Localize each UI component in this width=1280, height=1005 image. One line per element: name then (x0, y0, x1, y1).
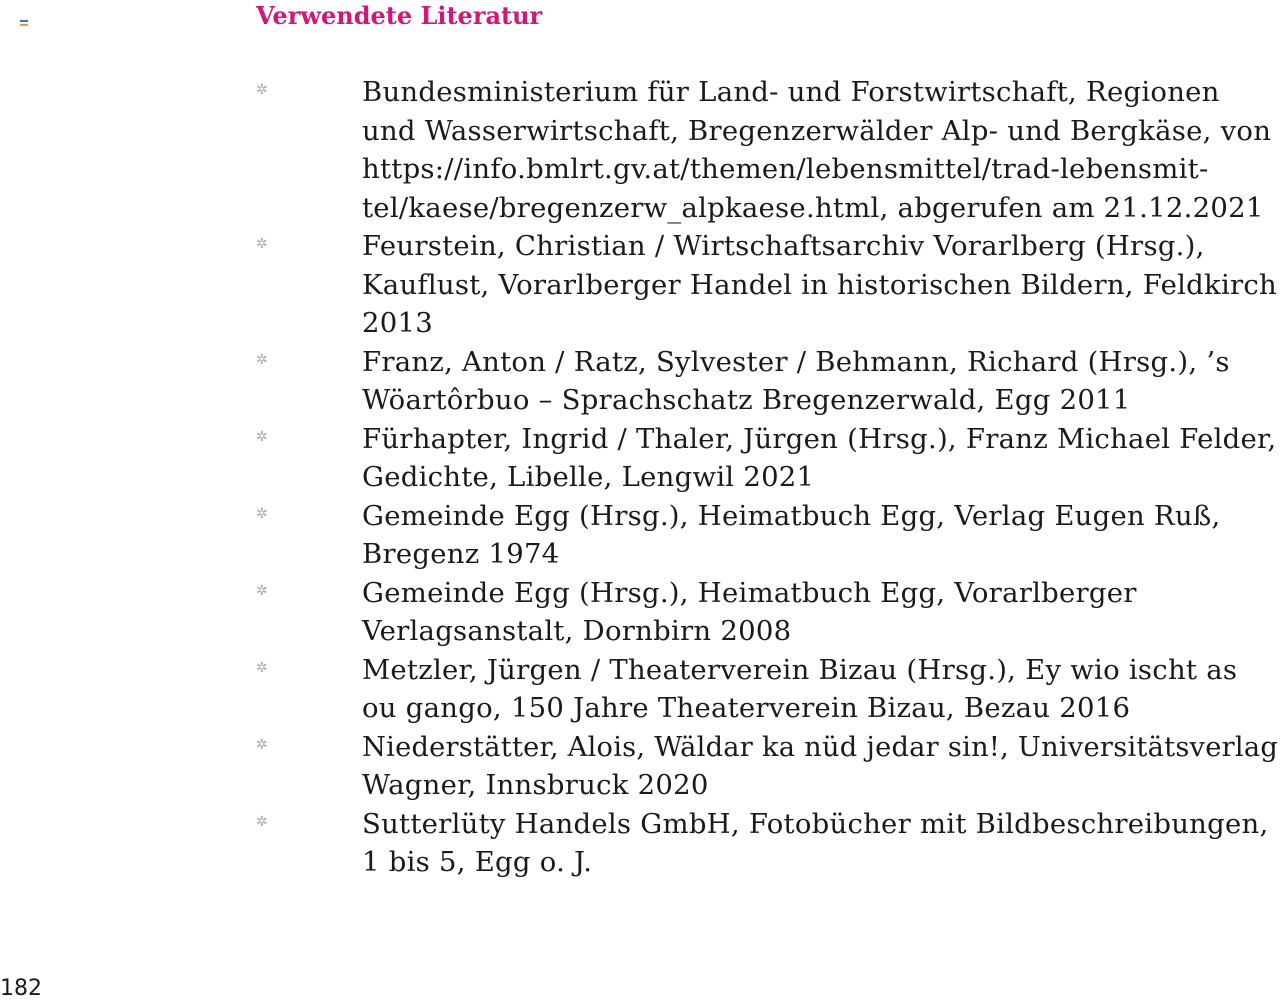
asterisk-bullet-icon: ✲ (256, 505, 268, 522)
entry-line: 2013 (362, 307, 433, 339)
entry-line: Fürhapter, Ingrid / Thaler, Jürgen (Hrsg.), Franz Michael Felder, (362, 422, 1277, 455)
bibliography-entry (256, 728, 1280, 805)
bibliography-entry (256, 227, 1280, 343)
entry-line: Metzler, Jürgen / Theaterverein Bizau (Hrsg.), Ey wio ischt as (362, 653, 1238, 686)
bibliography-entry (256, 651, 1280, 728)
bibliography-entry (256, 420, 1280, 497)
entry-line: Wöartôrbuo – Sprachschatz Bregenzerwald, Egg 2011 (362, 384, 1131, 416)
section-heading: Verwendete Literatur (256, 1, 543, 30)
entry-line: Gemeinde Egg (Hrsg.), Heimatbuch Egg, Vorarlberger (362, 576, 1137, 609)
entry-line: 1 bis 5, Egg o. J. (362, 846, 593, 878)
bibliography-entry (256, 574, 1280, 651)
bibliography-entry (256, 805, 1280, 882)
entry-line: Wagner, Innsbruck 2020 (362, 769, 709, 801)
asterisk-bullet-icon: ✲ (256, 659, 268, 676)
asterisk-bullet-icon: ✲ (256, 428, 268, 445)
entry-line: Bundesministerium für Land- und Forstwirtschaft, Regionen (362, 76, 1220, 108)
bibliography-list (256, 73, 1280, 882)
asterisk-bullet-icon: ✲ (256, 82, 268, 98)
entry-line: tel/kaese/bregenzerw_alpkaese.html, abgerufen am 21.12.2021 (362, 191, 1264, 224)
entry-line: Kauflust, Vorarlberger Handel in historischen Bildern, Feldkirch (362, 268, 1278, 301)
asterisk-bullet-icon: ✲ (256, 351, 268, 368)
entry-line: Gemeinde Egg (Hrsg.), Heimatbuch Egg, Verlag Eugen Ruß, (362, 499, 1221, 532)
entry-line: Verlagsanstalt, Dornbirn 2008 (362, 615, 792, 647)
entry-line: https://info.bmlrt.gv.at/themen/lebensmittel/trad-lebensmit- (362, 153, 1209, 185)
asterisk-bullet-icon: ✲ (256, 813, 268, 830)
asterisk-bullet-icon: ✲ (256, 736, 268, 753)
entry-line: Feurstein, Christian / Wirtschaftsarchiv Vorarlberg (Hrsg.), (362, 230, 1205, 262)
page-number: 182 (0, 976, 42, 1001)
entry-line: Niederstätter, Alois, Wäldar ka nüd jedar sin!, Universitätsverlag (362, 730, 1279, 763)
entry-line: Sutterlüty Handels GmbH, Fotobücher mit Bildbeschreibungen, (362, 807, 1269, 840)
asterisk-bullet-icon: ✲ (256, 582, 268, 599)
bibliography-entry (256, 73, 1280, 227)
entry-line: und Wasserwirtschaft, Bregenzerwälder Alp- und Bergkäse, von (362, 114, 1272, 147)
bibliography-entry (256, 497, 1280, 574)
entry-line: ou gango, 150 Jahre Theaterverein Bizau, Bezau 2016 (362, 692, 1131, 724)
corner-mark (20, 20, 28, 26)
asterisk-bullet-icon: ✲ (256, 236, 268, 252)
entry-line: Gedichte, Libelle, Lengwil 2021 (362, 461, 815, 493)
entry-line: Franz, Anton / Ratz, Sylvester / Behmann, Richard (Hrsg.), ’s (362, 345, 1230, 378)
entry-line: Bregenz 1974 (362, 538, 560, 570)
bibliography-entry (256, 343, 1280, 420)
